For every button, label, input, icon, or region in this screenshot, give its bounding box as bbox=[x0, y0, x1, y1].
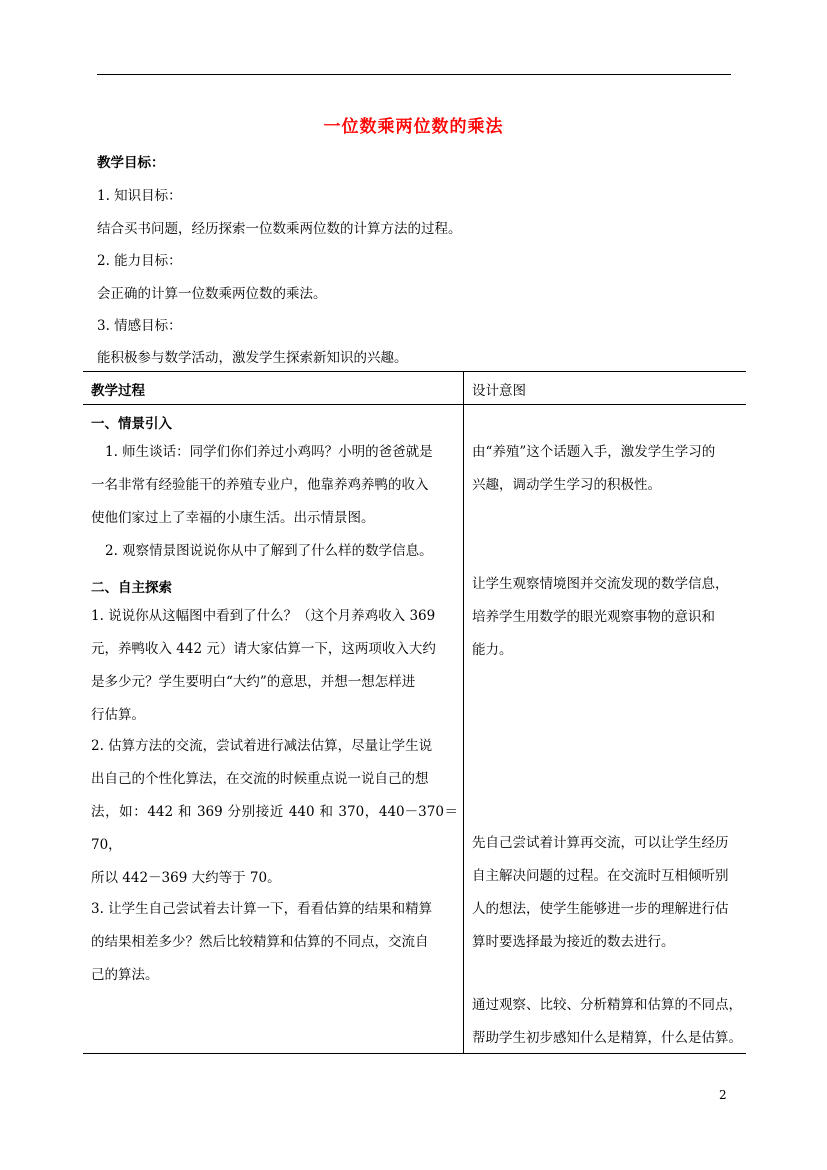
section1-item1: 1. 师生谈话：同学们你们养过小鸡吗？小明的爸爸就是 一名非常有经验能干的养殖专业户，他靠养鸡养鸭的收入 使他们家过上了幸福的小康生活。出示情景图。 bbox=[91, 444, 433, 526]
section2-intent3: 通过观察、比较、分析精算和估算的不同点， 帮助学生初步感知什么是精算，什么是估算。 bbox=[472, 997, 742, 1046]
goals-heading: 教学目标： bbox=[97, 155, 165, 171]
section2-item3: 3. 让学生自己尝试着去计算一下，看看估算的结果和精算 的结果相差多少？然后比较精算和估算的不同点，交流自 己的算法。 bbox=[91, 901, 433, 983]
emotion-goal-text: 能积极参与数学活动，激发学生探索新知识的兴趣。 bbox=[97, 350, 408, 366]
ability-goal-label: 2. 能力目标： bbox=[97, 253, 182, 269]
knowledge-goal-text: 结合买书问题，经历探索一位数乘两位数的计算方法的过程。 bbox=[97, 221, 462, 237]
page-number: 2 bbox=[719, 1088, 727, 1102]
section1-heading: 一、情景引入 bbox=[91, 416, 172, 432]
col2-header: 设计意图 bbox=[472, 383, 526, 399]
section2-heading: 二、自主探索 bbox=[91, 580, 172, 596]
section2-intent2: 先自己尝试着计算再交流，可以让学生经历 自主解决问题的过程。在交流时互相倾听别 人的想法，使学生能够进一步的理解进行估 算时要选择最为接近的数去进行。 bbox=[472, 835, 729, 950]
knowledge-goal-label: 1. 知识目标： bbox=[97, 188, 182, 204]
header-rule bbox=[97, 74, 731, 75]
section2-item2: 2. 估算方法的交流，尝试着进行减法估算，尽量让学生说 出自己的个性化算法，在交流的时候重点说一说自己的想 法，如：442 和 369 分别接近 440 和 370，440－370＝70， 所以 442－369 大约等于 70。 bbox=[91, 738, 458, 886]
col1-header: 教学过程 bbox=[91, 383, 145, 399]
section1-item2: 2. 观察情景图说说你从中了解到了什么样的数学信息。 bbox=[105, 543, 433, 559]
section2-item1: 1. 说说你从这幅图中看到了什么？（这个月养鸡收入 369 元，养鸭收入 442 元）请大家估算一下，这两项收入大约 是多少元？学生要明白“大约”的意思，并想一想怎样进 行估算。 bbox=[91, 608, 436, 723]
document-title: 一位数乘两位数的乘法 bbox=[323, 117, 504, 137]
ability-goal-text: 会正确的计算一位数乘两位数的乘法。 bbox=[97, 286, 327, 302]
section2-intent1: 让学生观察情境图并交流发现的数学信息， 培养学生用数学的眼光观察事物的意识和 能力。 bbox=[472, 576, 729, 658]
emotion-goal-label: 3. 情感目标： bbox=[97, 318, 182, 334]
table-top-border bbox=[83, 371, 746, 372]
table-header-border bbox=[83, 404, 746, 405]
section1-intent: 由“养殖”这个话题入手，激发学生学习的 兴趣，调动学生学习的积极性。 bbox=[472, 444, 716, 493]
lesson-table bbox=[83, 371, 746, 1054]
table-column-divider bbox=[463, 371, 464, 1054]
